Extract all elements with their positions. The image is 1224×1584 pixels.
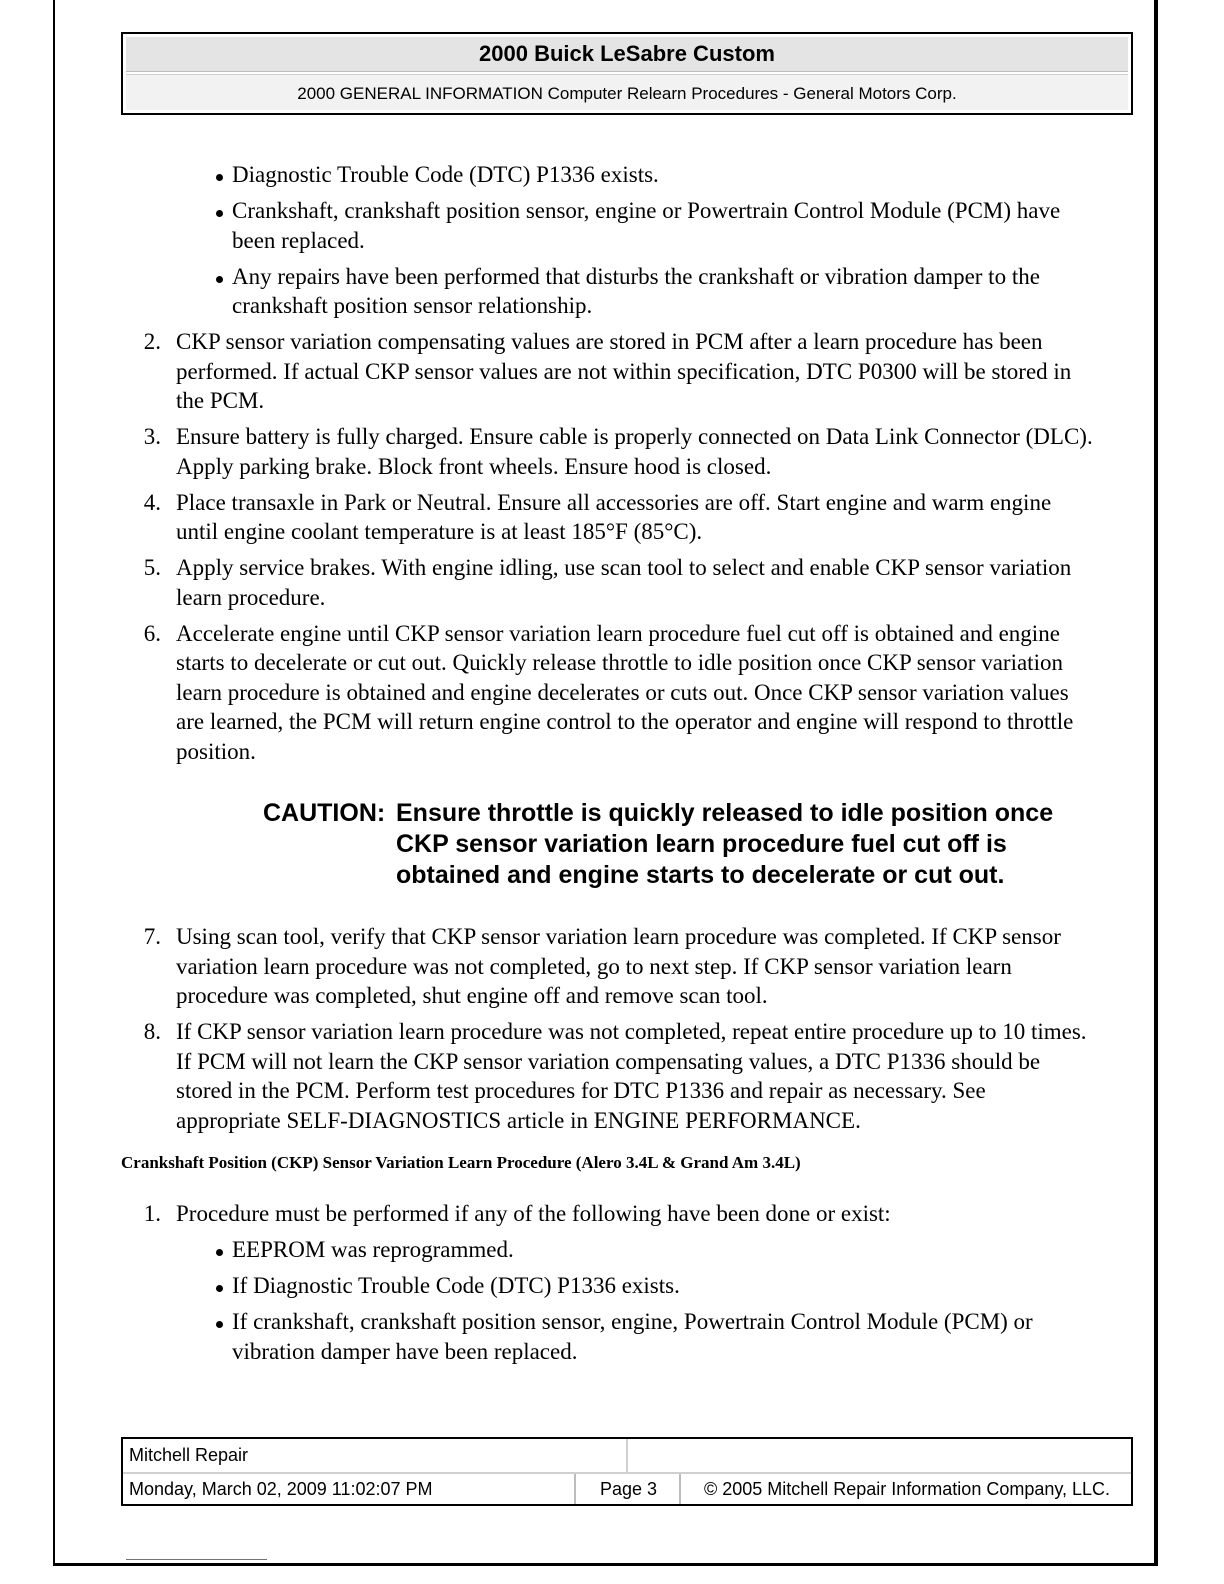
footer-empty-cell <box>630 1439 1131 1472</box>
step-number: 6. <box>143 620 161 646</box>
step-number: 7. <box>143 924 161 949</box>
procedure-step <box>121 327 1096 416</box>
footer-timestamp: Monday, March 02, 2009 11:02:07 PM <box>123 1474 576 1504</box>
step-text: CKP sensor variation compensating values are stored in PCM after a learn procedure has been performed. If actual CKP sensor values are not within specification, DTC P0300 will be stored in the PCM. <box>176 329 1072 413</box>
step-text: Accelerate engine until CKP sensor variation learn procedure fuel cut off is obtained and engine starts to decelerate or cut out. Quickly release throttle to idle position once CKP sensor variation learn procedure is obtained and engine decelerates or cuts out. Once CKP sensor variation values are learned, the PCM will return engine control to the operator and engine will respond to throttle position. <box>176 620 1074 764</box>
footer-copyright: © 2005 Mitchell Repair Information Company, LLC. <box>703 1479 1111 1499</box>
procedure-steps-a <box>121 327 1096 766</box>
document-subtitle: 2000 GENERAL INFORMATION Computer Relearn Procedures - General Motors Corp. <box>126 74 1128 110</box>
procedure-step <box>121 553 1096 612</box>
step-text: Apply service brakes. With engine idling, use scan tool to select and enable CKP sensor variation learn procedure. <box>176 555 1072 610</box>
vehicle-title: 2000 Buick LeSabre Custom <box>126 37 1128 72</box>
procedure-step <box>121 488 1096 547</box>
section-steps <box>121 1199 1096 1229</box>
footer-publisher: Mitchell Repair <box>123 1439 628 1472</box>
caution-text: Ensure throttle is quickly released to idle position once CKP sensor variation learn procedure fuel cut off is obtained and engine starts to decelerate or cut out. <box>396 799 1054 889</box>
step-text: Using scan tool, verify that CKP sensor variation learn procedure was completed. If CKP sensor variation learn procedure was not completed, go to next step. If CKP sensor variation learn procedure was completed, shut engine off and remove scan tool. <box>176 924 1061 1008</box>
page-link-underline <box>126 1559 267 1560</box>
bullet-item: Any repairs have been performed that disturbs the crankshaft or vibration damper to the crankshaft position sensor relationship. <box>176 262 1096 321</box>
footer-page-number: Page 3 <box>578 1474 681 1504</box>
footer-row-top <box>123 1439 1131 1472</box>
bullet-item: If Diagnostic Trouble Code (DTC) P1336 exists. <box>176 1271 1096 1301</box>
step-number: 5. <box>143 555 161 580</box>
step-text: Place transaxle in Park or Neutral. Ensure all accessories are off. Start engine and warm engine until engine coolant temperature is at least 185°F (85°C). <box>176 489 1052 544</box>
step-number: 8. <box>143 1019 161 1044</box>
step-text: Ensure battery is fully charged. Ensure cable is properly connected on Data Link Connector (DLC). Apply parking brake. Block front wheels. Ensure hood is closed. <box>176 424 1093 479</box>
step-number: 4. <box>143 489 161 515</box>
document-header <box>121 32 1133 115</box>
footer-row-bottom <box>123 1472 1131 1504</box>
document-footer <box>121 1437 1133 1506</box>
caution-note <box>263 798 1083 891</box>
procedure-step <box>121 922 1096 1011</box>
procedure-step <box>121 422 1096 481</box>
lead-bullet-list <box>121 160 1096 321</box>
procedure-step <box>121 1017 1096 1135</box>
step-text: Procedure must be performed if any of the following have been done or exist: <box>176 1201 891 1226</box>
step-text: If CKP sensor variation learn procedure was not completed, repeat entire procedure up to 10 times. If PCM will not learn the CKP sensor variation compensating values, a DTC P1336 should be stored in the PCM. Perform test procedures for DTC P1336 and repair as necessary. See appropriate SELF-DIAGNOSTICS article in ENGINE PERFORMANCE. <box>176 1019 1087 1133</box>
procedure-steps-b <box>121 922 1096 1135</box>
step-number: 2. <box>143 329 161 354</box>
procedure-step <box>121 619 1096 767</box>
step-number: 1. <box>143 1201 161 1226</box>
caution-label: CAUTION: <box>263 799 386 827</box>
step-number: 3. <box>143 424 161 449</box>
document-body <box>121 160 1096 1373</box>
bullet-item: If crankshaft, crankshaft position sensor, engine, Powertrain Control Module (PCM) or vibration damper have been replaced. <box>176 1307 1096 1366</box>
bullet-item: Crankshaft, crankshaft position sensor, engine or Powertrain Control Module (PCM) have been replaced. <box>176 196 1096 255</box>
section-title: Crankshaft Position (CKP) Sensor Variation Learn Procedure (Alero 3.4L & Grand Am 3.4L) <box>121 1153 801 1172</box>
bullet-item: Diagnostic Trouble Code (DTC) P1336 exists. <box>176 160 1096 190</box>
section-bullet-list <box>121 1235 1096 1366</box>
bullet-item: EEPROM was reprogrammed. <box>176 1235 1096 1265</box>
procedure-step <box>121 1199 1096 1229</box>
